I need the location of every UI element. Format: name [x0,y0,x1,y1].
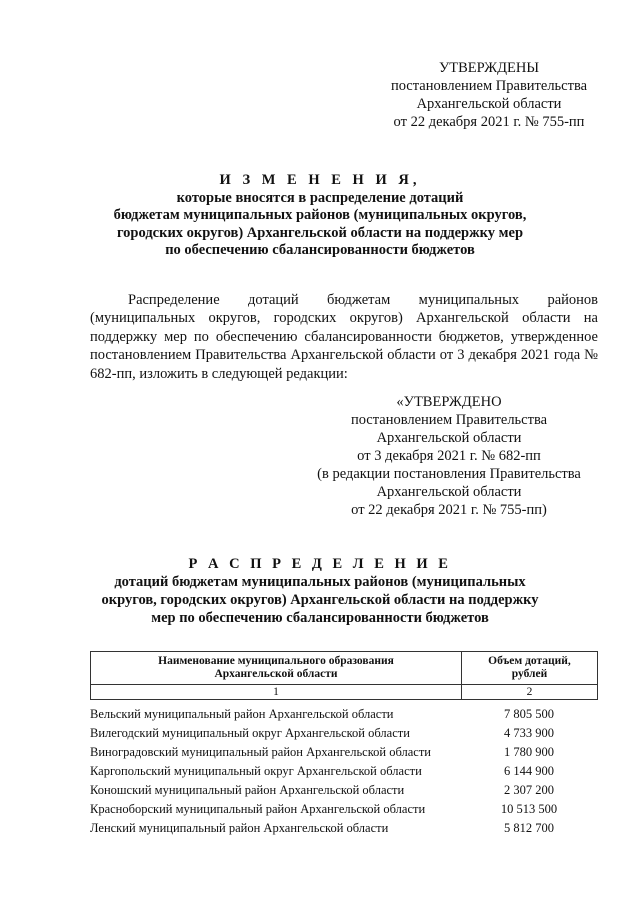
approval2-block [300,393,598,519]
approval2-line: Архангельской области [376,484,522,500]
changes-title-heading: И З М Е Н Е Н И Я, [219,172,421,188]
subsidy-amount: 10 513 500 [500,802,558,816]
table-row [90,762,598,781]
body-paragraph: Распределение дотаций бюджетам муниципальных районов (муниципальных округов, городских округов) Архангельской области на поддержку мер по обеспечению сбалансированности бюджетов, утвержденное постановлением Правительства Архангельской области от 3 декабря 2021 года № 682-пп, изложить в следующей редакции: [90,292,598,382]
municipality-name: Каргопольский муниципальный округ Архангельской области [90,764,422,778]
municipality-name: Красноборский муниципальный район Архангельской области [90,802,426,816]
distribution-title-heading: Р А С П Р Е Д Е Л Е Н И Е [188,556,452,572]
changes-title-line: бюджетам муниципальных районов (муниципальных округов, [113,207,527,223]
column-header-value [462,652,598,685]
changes-title-line: городских округов) Архангельской области на поддержку мер [116,224,524,241]
distribution-title-line: мер по обеспечению сбалансированности бюджетов [151,610,489,626]
changes-title-line: по обеспечению сбалансированности бюджетов [165,242,475,258]
column-header-value-line: Объем дотаций, [488,655,571,667]
approval-heading: УТВЕРЖДЕНЫ [438,60,540,76]
column-header-name [91,652,462,685]
municipality-name: Вельский муниципальный район Архангельской области [90,707,394,721]
changes-title [60,172,580,260]
subsidy-amount: 4 733 900 [504,726,554,740]
municipality-name: Ленский муниципальный район Архангельской области [90,821,389,835]
approval-line: от 22 декабря 2021 г. № 755-пп [393,114,585,130]
approval2-line: от 22 декабря 2021 г. № 755-пп) [351,502,547,518]
approval-block [380,59,598,131]
municipality-name: Виноградовский муниципальный район Архангельской области [90,745,431,759]
subsidy-amount: 5 812 700 [504,821,554,835]
distribution-title-line: округов, городских округов) Архангельской области на поддержку [101,592,539,608]
column-number: 2 [462,685,598,700]
approval2-line: от 3 декабря 2021 г. № 682-пп [357,448,541,464]
municipality-name: Вилегодский муниципальный округ Архангельской области [90,726,410,740]
distribution-title-line: дотаций бюджетам муниципальных районов (муниципальных [114,574,526,590]
table-header [90,651,598,700]
table-row [90,781,598,800]
table-row [90,800,598,819]
distribution-title [60,555,580,627]
subsidy-amount: 7 805 500 [504,707,554,721]
column-header-name-line: Архангельской области [214,668,338,680]
table-row [90,819,598,838]
table-row [90,743,598,762]
municipality-name: Коношский муниципальный район Архангельской области [90,783,405,797]
subsidy-amount: 2 307 200 [504,783,554,797]
column-header-name-line: Наименование муниципального образования [158,655,394,667]
subsidy-amount: 1 780 900 [504,745,554,759]
approval2-line: Архангельской области [376,430,522,446]
column-header-value-line: рублей [511,668,548,680]
approval2-line: (в редакции постановления Правительства [317,466,581,482]
table-row [90,724,598,743]
approval-line: постановлением Правительства [390,78,588,94]
approval2-line: постановлением Правительства [350,412,548,428]
subsidy-amount: 6 144 900 [504,764,554,778]
column-number: 1 [91,685,462,700]
approval-line: Архангельской области [416,96,562,112]
changes-title-line: которые вносятся в распределение дотаций [176,189,464,206]
table-row [90,705,598,724]
table-body [90,705,598,838]
approval2-heading: «УТВЕРЖДЕНО [396,394,502,410]
